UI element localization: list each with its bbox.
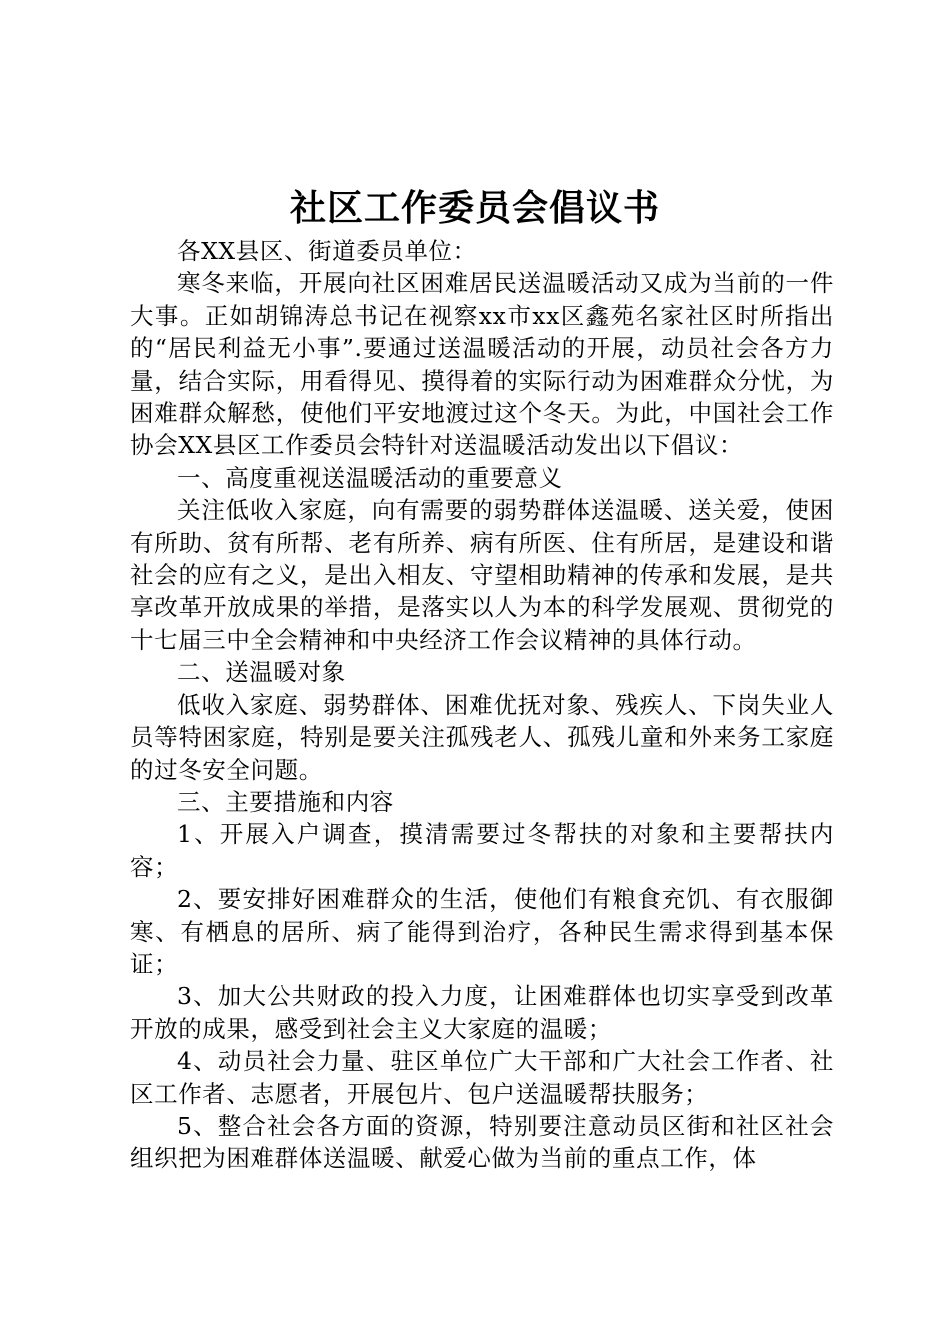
section-heading-2: 二、送温暖对象 [177, 658, 346, 687]
document-body [130, 235, 834, 1175]
section-heading-1: 一、高度重视送温暖活动的重要意义 [177, 463, 563, 492]
document-title: 社区工作委员会倡议书 [289, 187, 660, 229]
section-2-paragraph: 低收入家庭、弱势群体、困难优抚对象、残疾人、下岗失业人员等特困家庭，特别是要关注孤残老人、孤残儿童和外来务工家庭的过冬安全问题。 [130, 690, 834, 784]
section-1-paragraph: 关注低收入家庭，向有需要的弱势群体送温暖、送关爱，使困有所助、贫有所帮、老有所养、病有所医、住有所居，是建设和谐社会的应有之义，是出入相友、守望相助精神的传承和发展，是共享改革开放成果的举措，是落实以人为本的科学发展观、贯彻党的十七届三中全会精神和中央经济工作会议精神的具体行动。 [130, 496, 834, 654]
section-heading-3: 三、主要措施和内容 [177, 787, 394, 816]
measure-item-4: 4、动员社会力量、驻区单位广大干部和广大社会工作者、社区工作者、志愿者，开展包片、包户送温暖帮扶服务； [130, 1047, 834, 1108]
measure-item-5: 5、整合社会各方面的资源，特别要注意动员区街和社区社会组织把为困难群体送温暖、献爱心做为当前的重点工作，体 [130, 1111, 834, 1173]
measure-item-2: 2、要安排好困难群众的生活，使他们有粮食充饥、有衣服御寒、有栖息的居所、病了能得到治疗，各种民生需求得到基本保证； [130, 885, 834, 978]
measure-item-1: 1、开展入户调查，摸清需要过冬帮扶的对象和主要帮扶内容； [130, 820, 834, 881]
salutation: 各XX县区、街道委员单位： [177, 237, 477, 265]
measure-item-3: 3、加大公共财政的投入力度，让困难群体也切实享受到改革开放的成果，感受到社会主义大家庭的温暖； [130, 982, 834, 1043]
intro-paragraph: 寒冬来临，开展向社区困难居民送温暖活动又成为当前的一件大事。正如胡锦涛总书记在视察xx市xx区鑫苑名家社区时所指出的“居民利益无小事”.要通过送温暖活动的开展，动员社会各方力量，结合实际，用看得见、摸得着的实际行动为困难群众分忧，为困难群众解愁，使他们平安地渡过这个冬天。为此，中国社会工作协会XX县区工作委员会特针对送温暖活动发出以下倡议： [130, 269, 834, 460]
